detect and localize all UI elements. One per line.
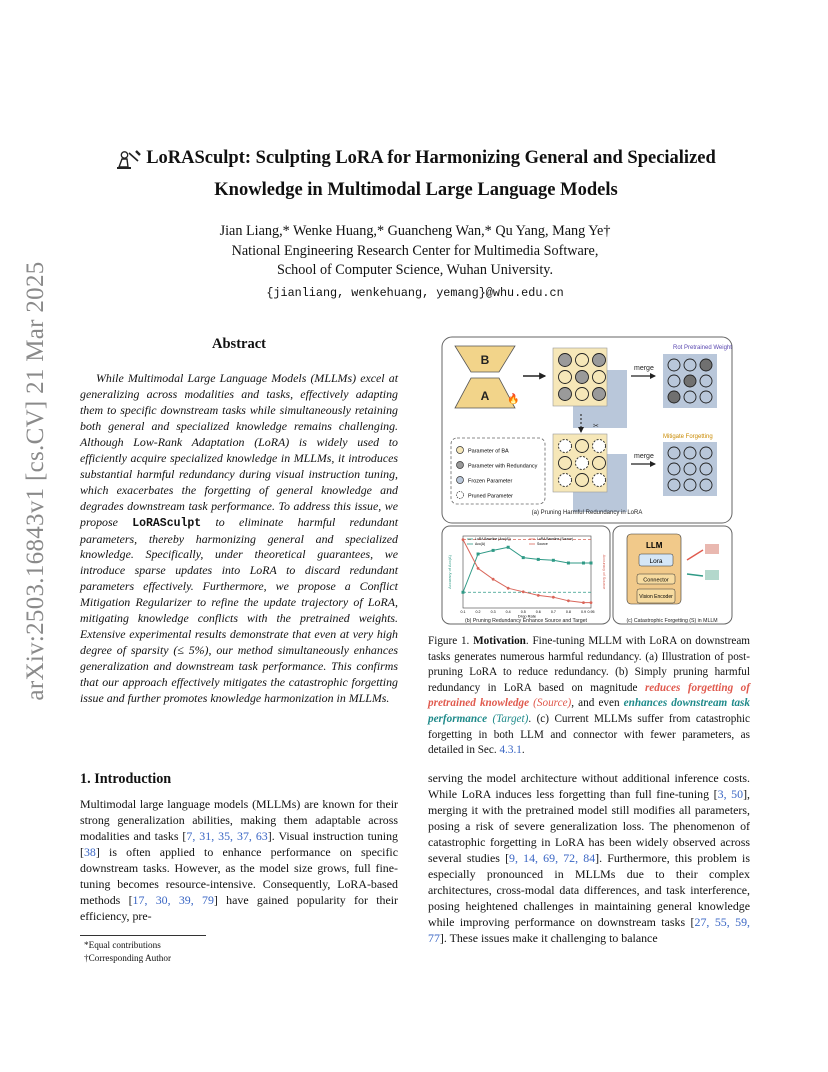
citation-link[interactable]: 38 <box>83 844 96 859</box>
parameter-dot <box>684 375 696 387</box>
author-block <box>150 222 680 303</box>
x-tick-label: 0.2 <box>475 610 481 614</box>
section-link[interactable]: 4.3.1 <box>499 744 522 757</box>
citation-link[interactable]: 17, 30, 39, 79 <box>132 892 214 907</box>
parameter-dot <box>700 479 712 491</box>
merged-grid-2 <box>668 447 712 491</box>
parameter-dot <box>684 463 696 475</box>
x-tick-label: 0.6 <box>535 610 541 614</box>
legend-pruned: Pruned Parameter <box>468 493 513 500</box>
arxiv-identifier: arXiv:2503.16843v1 [cs.CV] 21 Mar 2025 <box>22 261 49 701</box>
x-tick-label: 0.8 <box>565 610 571 614</box>
parameter-dot <box>576 371 589 384</box>
lora-param-grid-2 <box>559 440 606 487</box>
parameter-dot <box>576 457 589 470</box>
intro-column-right: serving the model architecture without additional inference costs. While LoRA induces less forgetting than full fine-tuning [3, 50], merging it with the pretrained model still modifies all parameters, posing a risk of severe generalization loss. The phenomenon of catastrophic forgetting in LoRA has been widely observed across several studies [9, 14, 69, 72, 84]. Furthermore, this problem is especially pronounced in MLLMs due to their complex architectures, cross-modal data differences, and task interference, posing heightened challenges in maintaining general knowledge while improving performance on downstream tasks [27, 55, 59, 77]. These issues make it challenging to balance <box>428 771 750 945</box>
data-point-source <box>537 594 540 597</box>
parameter-dot <box>559 371 572 384</box>
parameter-dot <box>559 354 572 367</box>
parameter-dot <box>593 440 606 453</box>
data-point-acc <box>477 553 480 556</box>
parameter-dot <box>593 354 606 367</box>
footnote-rule <box>80 935 206 936</box>
data-point-source <box>462 538 465 541</box>
data-point-acc <box>492 549 495 552</box>
affiliation-2: School of Computer Science, Wuhan University. <box>276 262 554 278</box>
data-point-acc <box>462 591 465 594</box>
parameter-dot <box>559 474 572 487</box>
merged-grid-1 <box>668 359 712 403</box>
data-point-source <box>552 596 555 599</box>
parameter-dot <box>700 391 712 403</box>
data-point-source <box>507 587 510 590</box>
llm-label: LLM <box>646 541 663 550</box>
data-point-acc <box>567 562 570 565</box>
citation-link[interactable]: 9, 14, 69, 72, 84 <box>509 850 596 865</box>
block-b-label: B <box>480 353 490 367</box>
data-point-source <box>522 590 525 593</box>
author-emails[interactable]: {jianliang, wenkehuang, yemang}@whu.edu.cn <box>266 285 564 300</box>
vision-encoder-label: Vision Encoder <box>639 594 673 600</box>
x-tick-label: 0.9 <box>580 610 586 614</box>
legend-frozen: Frozen Parameter <box>468 478 513 485</box>
parameter-dot <box>684 391 696 403</box>
figure-motivation <box>441 336 733 626</box>
parameter-dot <box>668 359 680 371</box>
legend-entry: Acc(A) <box>475 542 486 546</box>
y-axis-label-left: Accuracy of Acc(A) <box>447 555 452 589</box>
y-axis-label-right: Accuracy of Source <box>602 554 607 590</box>
connector-label: Connector <box>643 577 669 584</box>
parameter-dot <box>559 440 572 453</box>
rot-weight-label: Rot Pretrained Weight <box>673 345 732 351</box>
data-point-acc <box>582 562 585 565</box>
citation-link[interactable]: 7, 31, 35, 37, 63 <box>186 828 268 843</box>
intro-column-left: Multimodal large language models (MLLMs) are known for their strong generalization abilities, making them adaptable across modalities and tasks [7, 31, 35, 37, 63]. Visual instruction tuning [38] is often applied to enhance performance on specific downstream tasks. However, as the model size grows, full fine-tuning becomes resource-intensive. Consequently, LoRA-based methods [17, 30, 39, 79] have gained popularity for their efficiency, pre- <box>80 797 398 923</box>
parameter-dot <box>576 474 589 487</box>
parameter-dot <box>593 371 606 384</box>
block-a-label: A <box>480 389 490 403</box>
data-point-acc <box>590 562 593 565</box>
parameter-dot <box>700 375 712 387</box>
data-point-source <box>582 601 585 604</box>
citation-link[interactable]: 27, 55, 59, 77 <box>428 914 750 945</box>
method-name: LoRASculpt <box>132 516 202 530</box>
data-point-acc <box>522 556 525 559</box>
parameter-dot <box>700 359 712 371</box>
parameter-dot <box>576 440 589 453</box>
data-point-source <box>590 601 593 604</box>
figure-caption: Figure 1. Motivation. Fine-tuning MLLM with LoRA on downstream tasks generates numerous harmful redundancy. (a) Illustration of post-pruning LoRA to reduce redundancy. (b) Simply pruning harmful redundancy in LoRA based on magnitude reduces forgetting of pretrained knowledge (Source), and even enhances downstream task performance (Target). (c) Current MLLMs suffer from catastrophic forgetting in both LLM and connector with fewer parameters, as detailed in Sec. 4.3.1. <box>428 635 750 757</box>
parameter-dot <box>668 447 680 459</box>
parameter-dot <box>684 359 696 371</box>
x-tick-label: 0.7 <box>550 610 556 614</box>
x-axis-label: Drop Rate <box>517 613 537 619</box>
lora-label: Lora <box>649 558 663 565</box>
sculptor-icon <box>116 148 142 170</box>
footnotes: *Equal contributions †Corresponding Author <box>84 940 172 963</box>
legend-redundancy: Parameter with Redundancy <box>468 463 538 470</box>
data-point-acc <box>552 559 555 562</box>
data-point-source <box>477 567 480 570</box>
citation-link[interactable]: 3, 50 <box>717 786 744 801</box>
author-names: Jian Liang,* Wenke Huang,* Guancheng Wan,* Qu Yang, Mang Ye† <box>219 223 611 239</box>
parameter-dot <box>668 463 680 475</box>
parameter-dot <box>593 388 606 401</box>
parameter-dot <box>593 474 606 487</box>
legend-param-ba: Parameter of BA <box>468 448 509 455</box>
parameter-dot <box>559 388 572 401</box>
parameter-dot <box>700 463 712 475</box>
x-tick-label: 0.1 <box>460 610 466 614</box>
data-point-source <box>567 599 570 602</box>
parameter-dot <box>700 447 712 459</box>
section-heading-introduction: 1. Introduction <box>80 771 172 787</box>
subcaption-c: (c) Catastrophic Forgetting (S) in MLLM <box>626 618 718 624</box>
mitigate-label: Mitigate Forgetting <box>663 434 713 440</box>
data-point-acc <box>537 558 540 561</box>
parameter-dot <box>668 391 680 403</box>
parameter-dot <box>559 457 572 470</box>
affiliation-1: National Engineering Research Center for Multimedia Software, <box>231 242 599 259</box>
x-tick-label: 0.3 <box>490 610 496 614</box>
scissors-icon: ✂ <box>593 423 599 430</box>
merge-label-2: merge <box>634 453 654 460</box>
subcaption-b: (b) Pruning Redundancy Enhance Source and Target <box>465 618 587 624</box>
abstract-heading: Abstract <box>212 336 266 352</box>
x-tick-label: 0.95 <box>587 610 595 614</box>
fire-icon: 🔥 <box>507 394 520 405</box>
abstract-body: While Multimodal Large Language Models (MLLMs) excel at generalizing across modalities and tasks, effectively adapting them to specific downstream tasks while simultaneously retaining both general and specialized knowledge remains challenging. Although Low-Rank Adaptation (LoRA) is widely used to efficiently acquire specialized knowledge in MLLMs, it introduces substantial harmful redundancy during visual instruction tuning, which exacerbates the forgetting of general knowledge and degrades downstream task performance. To address this issue, we propose LoRASculpt to eliminate harmful redundant parameters, thereby harmonizing general and specialized knowledge. Specifically, under theoretical guarantees, we introduce sparse updates into LoRA to discard redundant parameters effectively. Furthermore, we propose a Conflict Mitigation Regularizer to refine the update trajectory of LoRA, mitigating knowledge conflicts with the pretrained weights. Extensive experimental results demonstrate that even at very high degree of sparsity (≤ 5%), our method simultaneously enhances generalization and downstream task performance. This confirms that our approach effectively mitigates the catastrophic forgetting issue and further promotes knowledge harmonization in MLLMs. <box>80 371 398 706</box>
subcaption-a: (a) Pruning Harmful Redundancy in LoRA <box>531 510 643 516</box>
parameter-dot <box>668 479 680 491</box>
lora-param-grid-1 <box>559 354 606 401</box>
x-tick-label: 0.4 <box>505 610 511 614</box>
parameter-dot <box>593 457 606 470</box>
parameter-dot <box>576 354 589 367</box>
data-point-source <box>492 578 495 581</box>
merge-label-1: merge <box>634 365 654 372</box>
legend-entry: Source <box>537 542 548 546</box>
x-tick-label: 0.5 <box>520 610 526 614</box>
parameter-dot <box>684 479 696 491</box>
parameter-dot <box>668 375 680 387</box>
data-point-acc <box>507 546 510 549</box>
parameter-dot <box>576 388 589 401</box>
legend-entry: LoRA Baseline (Acc(A)) <box>475 537 511 541</box>
paper-title: LoRASculpt: Sculpting LoRA for Harmonizing General and Specialized Knowledge in Multimodal Large Language Models <box>96 146 736 203</box>
legend-entry: LoRA Baseline (Source) <box>537 537 574 541</box>
parameter-dot <box>684 447 696 459</box>
